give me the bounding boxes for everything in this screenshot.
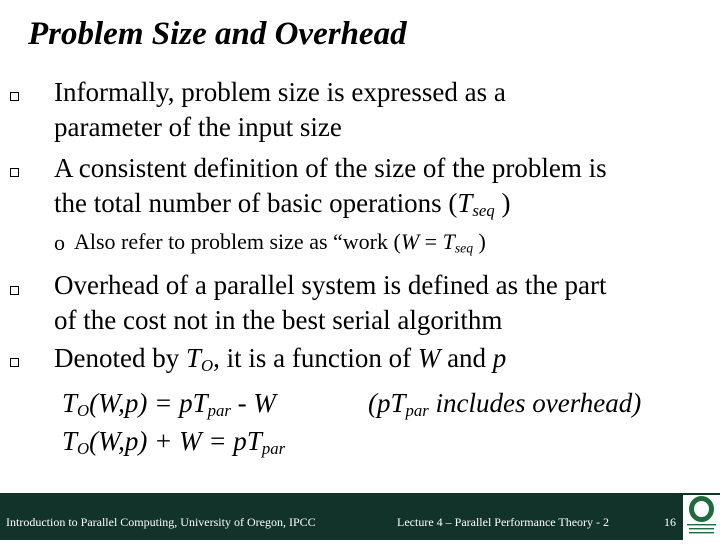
university-logo <box>683 495 720 540</box>
bullet-text <box>54 343 507 376</box>
math-symbol: W <box>400 229 420 254</box>
text-run: and <box>440 343 493 373</box>
formula <box>62 426 286 459</box>
text-run: Also refer to problem size as “work ( <box>74 229 401 254</box>
text-run: Denoted by <box>54 343 186 373</box>
bullet-square-icon <box>10 358 19 367</box>
slide-title: Problem Size and Overhead <box>28 16 407 52</box>
math-symbol: T <box>192 388 208 418</box>
text-run: , it is a function of <box>213 343 418 373</box>
footer-lecture: Lecture 4 – Parallel Performance Theory - 2 <box>397 515 610 529</box>
math-text: (W,p) + W = p <box>89 426 247 456</box>
math-text: - W <box>230 388 276 418</box>
text-run: ) <box>494 188 511 218</box>
bullet-text: of the cost not in the best serial algorithm <box>54 305 503 335</box>
page-number: 16 <box>664 515 676 529</box>
oregon-o-icon <box>683 495 720 540</box>
math-symbol: W <box>417 343 441 373</box>
sub-bullet-text <box>74 229 486 256</box>
subscript: par <box>207 401 231 421</box>
bullet-text: Informally, problem size is expressed as a <box>54 77 506 107</box>
bullet-text: A consistent definition of the size of the problem is <box>54 153 607 183</box>
math-symbol: T <box>442 229 455 254</box>
math-symbol: T <box>457 188 473 218</box>
math-symbol: T <box>62 426 78 456</box>
text-run: ) <box>473 229 486 254</box>
subscript: seq <box>472 201 495 221</box>
bullet-square-icon <box>10 168 19 177</box>
footer-course: Introduction to Parallel Computing, University of Oregon, IPCC <box>6 515 316 529</box>
math-symbol: T <box>62 388 78 418</box>
math-symbol: T <box>390 388 406 418</box>
text-run: = <box>419 229 443 254</box>
subscript: seq <box>454 240 474 256</box>
math-symbol: T <box>246 426 262 456</box>
math-text: (p <box>368 388 391 418</box>
subscript: par <box>261 439 286 459</box>
subscript: par <box>405 401 429 421</box>
bullet-square-icon <box>10 286 19 295</box>
math-symbol: p <box>492 343 507 373</box>
sub-bullet-circle-icon: o <box>54 230 65 255</box>
bullet-text: parameter of the input size <box>54 112 342 142</box>
math-symbol: T <box>185 343 201 373</box>
footer-bar <box>0 493 720 540</box>
formula <box>62 388 276 421</box>
formula-note <box>368 388 642 421</box>
text-run: the total number of basic operations ( <box>54 188 458 218</box>
subscript: O <box>77 401 90 421</box>
bullet-text: Overhead of a parallel system is defined as the part <box>54 270 607 300</box>
bullet-text <box>54 188 511 221</box>
subscript: O <box>201 356 214 376</box>
math-text: includes overhead) <box>428 388 642 418</box>
math-text: (W,p) = p <box>89 388 193 418</box>
bullet-square-icon <box>10 92 19 101</box>
subscript: O <box>77 439 90 459</box>
